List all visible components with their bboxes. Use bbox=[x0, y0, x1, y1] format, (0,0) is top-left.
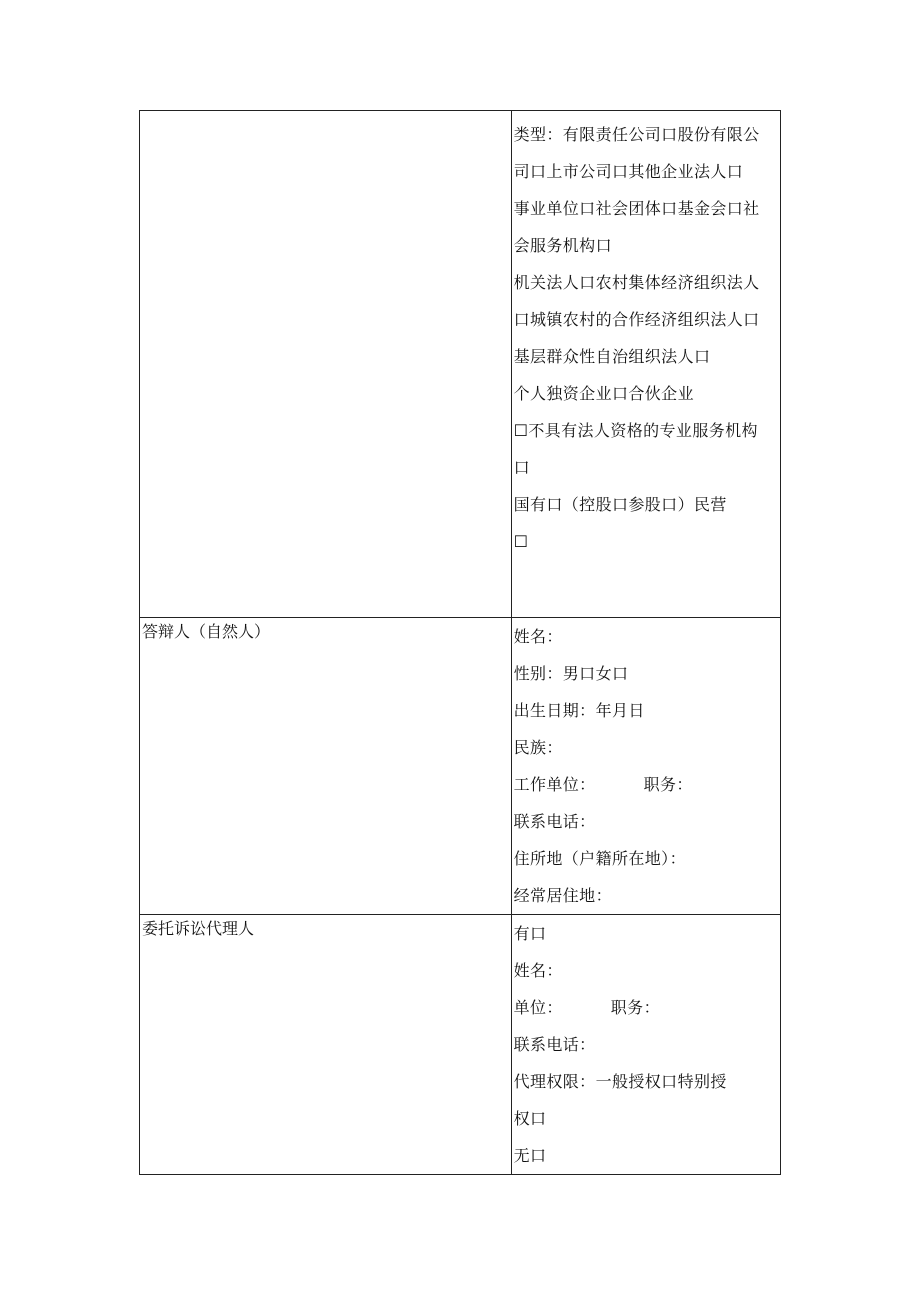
type-line: 类型：有限责任公司口股份有限公 bbox=[513, 125, 760, 144]
organization-type-cell bbox=[511, 111, 780, 618]
agent-name-field: 姓名： bbox=[513, 961, 563, 980]
position-field: 职务： bbox=[643, 775, 693, 794]
type-line: 口 bbox=[513, 458, 530, 477]
agent-phone-field: 联系电话： bbox=[513, 1035, 596, 1054]
agent-position-field: 职务： bbox=[610, 998, 660, 1017]
row-label bbox=[140, 111, 511, 113]
type-line: ☐不具有法人资格的专业服务机构 bbox=[513, 421, 758, 440]
respondent-label: 答辩人（自然人） bbox=[142, 622, 271, 641]
type-line: 口城镇农村的合作经济组织法人口 bbox=[513, 310, 760, 329]
residence-field: 经常居住地： bbox=[513, 886, 612, 905]
type-line: 事业单位口社会团体口基金会口社 bbox=[513, 199, 760, 218]
table-row-respondent bbox=[140, 618, 781, 915]
type-line: 司口上市公司口其他企业法人口 bbox=[513, 162, 744, 181]
row-label-cell bbox=[140, 915, 512, 1175]
has-agent-option: 有口 bbox=[513, 924, 547, 943]
no-agent-option: 无口 bbox=[513, 1146, 547, 1165]
type-line: 国有口（控股口参股口）民营 bbox=[513, 495, 727, 514]
type-line: 基层群众性自治组织法人口 bbox=[513, 347, 711, 366]
respondent-info-cell bbox=[511, 618, 780, 915]
type-line: 会服务机构口 bbox=[513, 236, 612, 255]
name-field: 姓名： bbox=[513, 627, 563, 646]
type-line: 机关法人口农村集体经济组织法人 bbox=[513, 273, 760, 292]
authority-field-cont: 权口 bbox=[513, 1109, 547, 1128]
authority-field: 代理权限：一般授权口特别授 bbox=[513, 1072, 727, 1091]
birth-date-field: 出生日期：年月日 bbox=[513, 701, 645, 720]
agent-unit-field: 单位： bbox=[513, 998, 563, 1017]
agent-label: 委托诉讼代理人 bbox=[142, 919, 255, 938]
phone-field: 联系电话： bbox=[513, 812, 596, 831]
ethnicity-field: 民族： bbox=[513, 738, 563, 757]
row-label-cell bbox=[140, 111, 512, 618]
domicile-field: 住所地（户籍所在地）： bbox=[513, 849, 686, 868]
table-row-organization-type bbox=[140, 111, 781, 618]
workplace-field: 工作单位： bbox=[513, 775, 596, 794]
table-row-agent bbox=[140, 915, 781, 1175]
agent-info-cell bbox=[511, 915, 780, 1175]
form-table bbox=[139, 110, 781, 1175]
type-line: ☐ bbox=[513, 532, 529, 551]
agent-unit-position-line bbox=[512, 989, 780, 1026]
type-line: 个人独资企业口合伙企业 bbox=[513, 384, 694, 403]
gender-field: 性别：男口女口 bbox=[513, 664, 629, 683]
row-label-cell bbox=[140, 618, 512, 915]
workplace-position-line bbox=[512, 766, 780, 803]
